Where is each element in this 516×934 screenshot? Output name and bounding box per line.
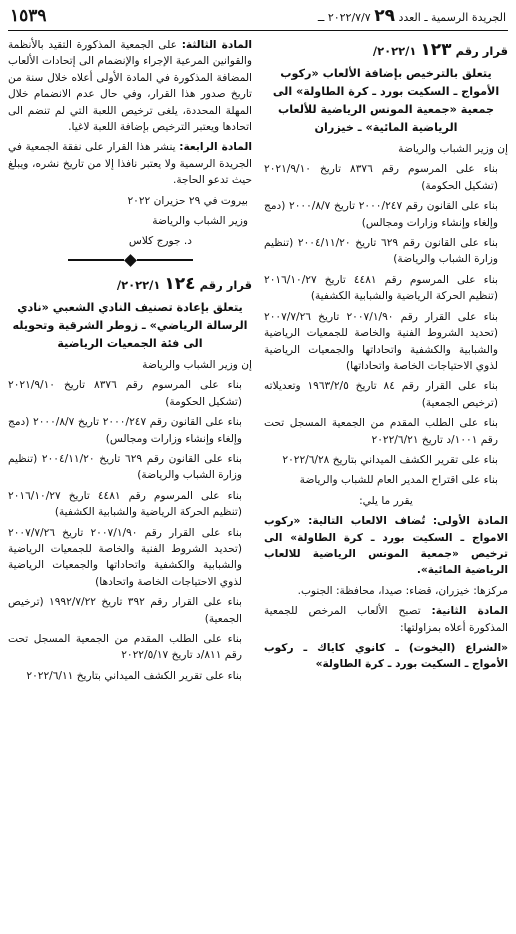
consideration: بناء على القانون رقم ٢٠٠٠/٢٤٧ تاريخ ٢٠٠٠/٨/٧ (دمج وإلغاء وإنشاء وزارات ومجالس) [264,200,498,229]
consideration: بناء على تقرير الكشف الميداني بتاريخ ٢٠٢٢/٦/١١ [26,669,242,682]
issue-number: ٢٩ [374,6,395,26]
consideration: بناء على تقرير الكشف الميداني بتاريخ ٢٠٢٢/٦/٢٨ [282,453,498,466]
consideration: بناء على القرار رقم ٨٤ تاريخ ١٩٦٣/٢/٥ وتعديلاته (ترخيص الجمعية) [264,380,498,409]
consideration: بناء على المرسوم رقم ٨٣٧٦ تاريخ ٢٠٢١/٩/١٠ (تشكيل الحكومة) [264,163,498,192]
consideration: بناء على القرار رقم ٣٩٢ تاريخ ١٩٩٢/٧/٢٢ (ترخيص الجمعية) [8,596,242,625]
consideration: بناء على القرار رقم ٢٠٠٧/١/٩٠ تاريخ ٢٠٠٧/٧/٢٦ (تحديد الشروط الفنية والخاصة للجمعيات الرياضية والشبابية والكشفية واتحاداتها والجمعيات الرياضية لذوي الاحتياجات الخاصة واتحادها) [8,526,242,588]
consideration: بناء على القانون رقم ٦٢٩ تاريخ ٢٠٠٤/١١/٢٠ (تنظيم وزارة الشباب والرياضة) [264,237,498,266]
separator-bar [68,259,124,261]
decree-number: ١٢٣ [420,40,452,60]
article-4-title: المادة الرابعة: [179,141,252,154]
decree-suffix: ٢٠٢٢/١/ [116,277,161,292]
article-2-games: «الشراع (اليخوت) ـ كانوي كاياك ـ ركوب الأمواج ـ السكيت بورد ـ كرة الطاولة» [264,642,508,671]
left-column [8,37,252,688]
decree-title: يتعلق بالترخيص بإضافة الألعاب «ركوب الأمواج ـ السكيت بورد ـ كرة الطاولة» الى جمعية «جمعية المونس الرياضية للألعاب الرياضية المائية» ـ خيزران [272,67,500,135]
consideration: بناء على المرسوم رقم ٤٤٨١ تاريخ ٢٠١٦/١٠/٢٧ (تنظيم الحركة الرياضية والشبابية الكشفية) [8,489,242,519]
page-header [8,6,508,31]
journal-issue [318,6,506,26]
article-1-title: المادة الأولى: [432,515,508,528]
article-3-title: المادة الثالثة: [181,39,253,51]
article-3 [8,37,252,135]
minister-line: إن وزير الشباب والرياضة [398,143,508,156]
page-number: ١٥٣٩ [10,6,47,26]
decree-label: قرار رقم [455,44,508,58]
article-2 [264,603,508,636]
consideration: بناء على المرسوم رقم ٤٤٨١ تاريخ ٢٠١٦/١٠/٢٧ (تنظيم الحركة الرياضية والشبابية الكشفية) [264,273,498,303]
separator-diamond [124,254,137,267]
location-text: خيزران، قضاء: صيدا، محافظة: الجنوب. [297,584,470,597]
article-2-title: المادة الثانية: [431,605,508,618]
decree-number: ١٢٤ [164,273,196,294]
consideration: بناء على اقتراح المدير العام للشباب والرياضة [299,474,498,487]
sign-name: د. جورج كلاس [128,235,192,248]
consideration: بناء على الطلب المقدم من الجمعية المسجل تحت رقم ٨١١/د تاريخ ٢٠٢٢/٥/١٧ [8,633,242,662]
columns [8,37,508,688]
minister-line: إن وزير الشباب والرياضة [142,358,252,371]
journal-name: الجريدة الرسمية ـ العدد [398,11,506,24]
consideration: بناء على القرار رقم ٢٠٠٧/١/٩٠ تاريخ ٢٠٠٧/٧/٢٦ (تحديد الشروط الفنية والخاصة للجمعيات الرياضية والشبابية والكشفية واتحاداتها والجمعيات الرياضية لذوي الاحتياجات الخاصة واتحاداتها) [264,310,498,372]
consideration: بناء على المرسوم رقم ٨٣٧٦ تاريخ ٢٠٢١/٩/١٠ (تشكيل الحكومة) [8,379,242,408]
decree-suffix: ٢٠٢٢/١/ [372,44,417,58]
decides-line: يقرر ما يلي: [359,494,413,507]
location-label: مركزها: [473,584,508,597]
article-1 [264,513,508,579]
decree-title: يتعلق بإعادة تصنيف النادي الشعبي «نادي الرسالة الرياضي» ـ زوطر الشرقية وتحويله الى فئة الجمعيات الرياضية [12,301,248,351]
article-2-text: تصبح الألعاب المرخص للجمعية المذكورة أعلاه بمزاولتها: [264,605,508,634]
sign-title: وزير الشباب والرياضة [152,215,248,228]
decree-124-heading [8,271,252,297]
sign-place-date: بيروت في ٢٩ حزيران ٢٠٢٢ [127,194,248,207]
article-3-text: على الجمعية المذكورة التقيد بالأنظمة والقوانين المرعية الإجراء والإنضمام الى إتحادات الألعاب المضافة المذكورة في المادة الأولى أعلاه خلال سنة من تاريخ صدور هذا القرار، وفي حال عدم الانضمام خلال المهلة المحددة، يلغى ترخيص اللعبة التي لم تنضم الى اتحادها ويعتبر الترخيص بإضافة اللعبة لاغيا. [8,39,252,134]
right-column [264,37,508,688]
article-4-text: ينشر هذا القرار على نفقة الجمعية في الجريدة الرسمية ولا يعتبر نافذا إلا من تاريخ نشره، ويبلغ حيث تدعو الحاجة. [8,141,252,187]
consideration: بناء على القانون رقم ٢٠٠٠/٢٤٧ تاريخ ٢٠٠٠/٨/٧ (دمج وإلغاء وإنشاء وزارات ومجالس) [8,416,242,445]
decree-123-heading [264,37,508,63]
consideration: بناء على القانون رقم ٦٢٩ تاريخ ٢٠٠٤/١١/٢٠ (تنظيم وزارة الشباب والرياضة) [8,453,242,482]
article-4 [8,139,252,188]
section-separator [8,256,252,265]
issue-date: ٢٠٢٢/٧/٧ ــ [317,11,371,24]
decree-label: قرار رقم [199,277,252,292]
consideration: بناء على الطلب المقدم من الجمعية المسجل تحت رقم ١٠٠١/د تاريخ ٢٠٢٢/٦/٢١ [264,417,498,446]
location [264,583,508,599]
article-1-text: تُضاف الالعاب التالية: «ركوب الامواج ـ السكيت بورد ـ كرة الطاولة» الى ترخيص «جمعية المونس الرياضية للالعاب الرياضية المائية». [264,515,508,577]
separator-bar [137,259,193,261]
